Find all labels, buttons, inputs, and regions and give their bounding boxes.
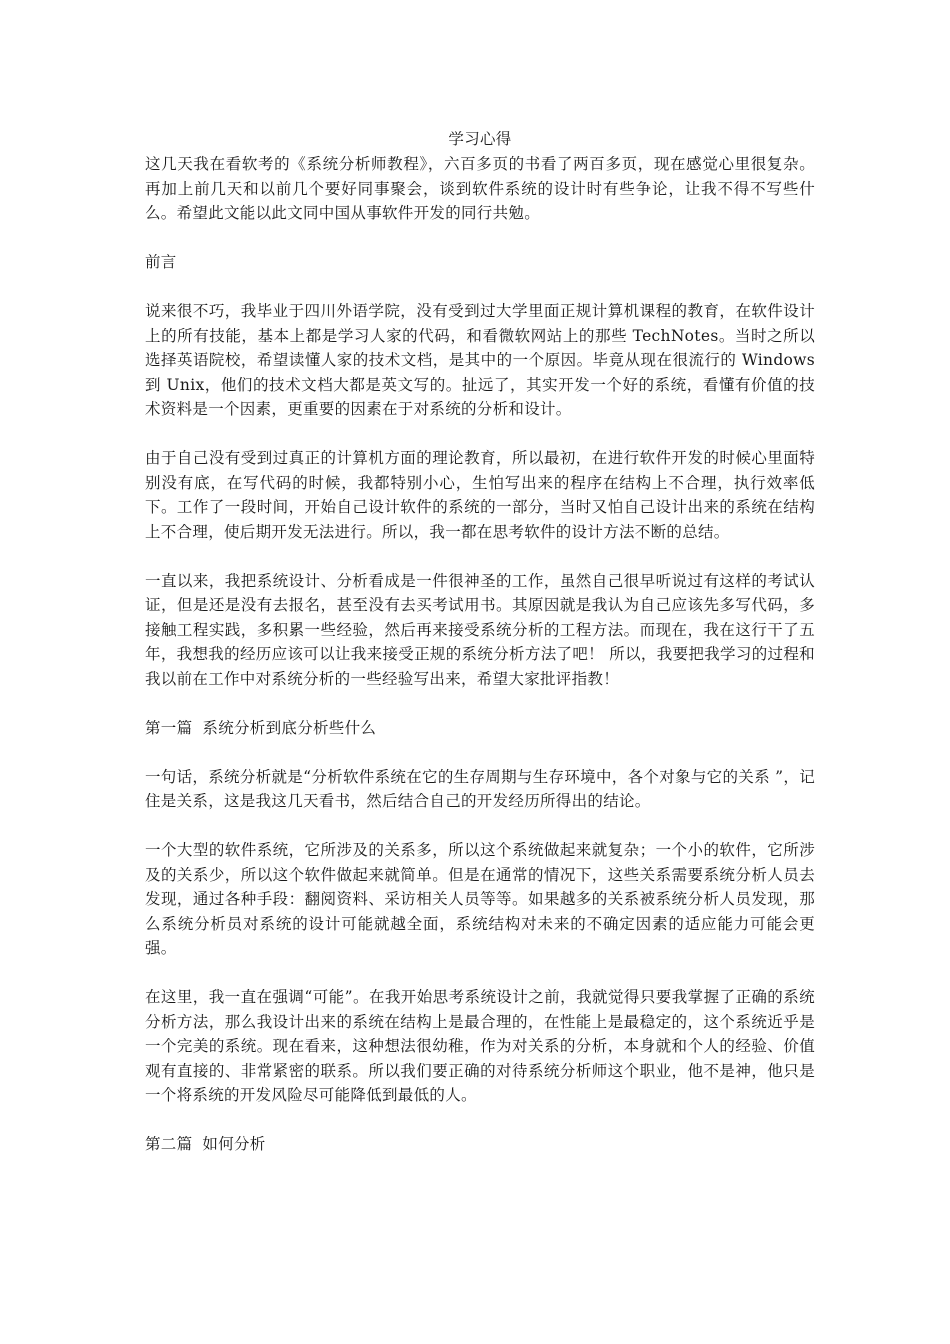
chapter1-title: 系统分析到底分析些什么 (202, 718, 377, 737)
preface-paragraph-2: 由于自己没有受到过真正的计算机方面的理论教育，所以最初，在进行软件开发的时候心里面特别没有底，在写代码的时候，我都特别小心，生怕写出来的程序在结构上不合理，执行效率低下。工作了一段时间，开始自己设计软件的系统的一部分，当时又怕自己设计出来的系统在结构上不合理，使后期开发无法进行。所以，我一都在思考软件的设计方法不断的总结。 (145, 449, 815, 541)
preface-heading: 前言 (145, 253, 177, 271)
chapter1-paragraph-1: 一句话，系统分析就是“分析软件系统在它的生存周期与生存环境中，各个对象与它的关系 ”，记住是关系，这是我这几天看书，然后结合自己的开发经历所得出的结论。 (145, 767, 815, 810)
chapter1-paragraph-2: 一个大型的软件系统，它所涉及的关系多，所以这个系统做起来就复杂；一个小的软件，它所涉及的关系少，所以这个软件做起来就简单。但是在通常的情况下，这些关系需要系统分析人员去发现，通过各种手段：翻阅资料、采访相关人员等等。如果越多的关系被系统分析人员发现，那么系统分析员对系统的设计可能就越全面，系统结构对未来的不确定因素的适应能力可能会更强。 (145, 841, 815, 957)
chapter1-paragraph-3: 在这里，我一直在强调“可能”。在我开始思考系统设计之前，我就觉得只要我掌握了正确的系统分析方法，那么我设计出来的系统在结构上是最合理的，在性能上是最稳定的，这个系统近乎是一个完美的系统。现在看来，这种想法很幼稚，作为对关系的分析，本身就和个人的经验、价值观有直接的、非常紧密的联系。所以我们要正确的对待系统分析师这个职业，他不是神，他只是一个将系统的开发风险尽可能降低到最低的人。 (145, 988, 815, 1104)
preface-paragraph-3: 一直以来，我把系统设计、分析看成是一件很神圣的工作，虽然自己很早听说过有这样的考试认证，但是还是没有去报名，甚至没有去买考试用书。其原因就是我认为自己应该先多写代码，多接触工程实践，多积累一些经验，然后再来接受系统分析的工程方法。而现在，我在这行干了五年，我想我的经历应该可以让我来接受正规的系统分析方法了吧！ 所以，我要把我学习的过程和我以前在工作中对系统分析的一些经验写出来，希望大家批评指教！ (145, 571, 815, 688)
chapter1-label: 第一篇 (145, 718, 193, 737)
chapter2-heading (145, 1132, 815, 1157)
preface-paragraph-1: 说来很不巧，我毕业于四川外语学院，没有受到过大学里面正规计算机课程的教育，在软件设计上的所有技能，基本上都是学习人家的代码，和看微软网站上的那些 TechNotes。当时之所以选择英语院校，希望读懂人家的技术文档，是其中的一个原因。毕竟从现在很流行的 Windows 到 Unix，他们的技术文档大都是英文写的。扯远了，其实开发一个好的系统，看懂有价值的技术资料是一个因素，更重要的因素在于对系统的分析和设计。 (145, 302, 815, 418)
document-title: 学习心得 (448, 130, 512, 148)
intro-paragraph: 这几天我在看软考的《系统分析师教程》，六百多页的书看了两百多页，现在感觉心里很复杂。再加上前几天和以前几个要好同事聚会，谈到软件系统的设计时有些争论，让我不得不写些什么。希望此文能以此文同中国从事软件开发的同行共勉。 (145, 155, 815, 222)
document-body (145, 126, 815, 1181)
chapter2-label: 第二篇 (145, 1135, 193, 1153)
chapter1-heading (145, 716, 815, 741)
chapter2-title: 如何分析 (202, 1135, 266, 1153)
